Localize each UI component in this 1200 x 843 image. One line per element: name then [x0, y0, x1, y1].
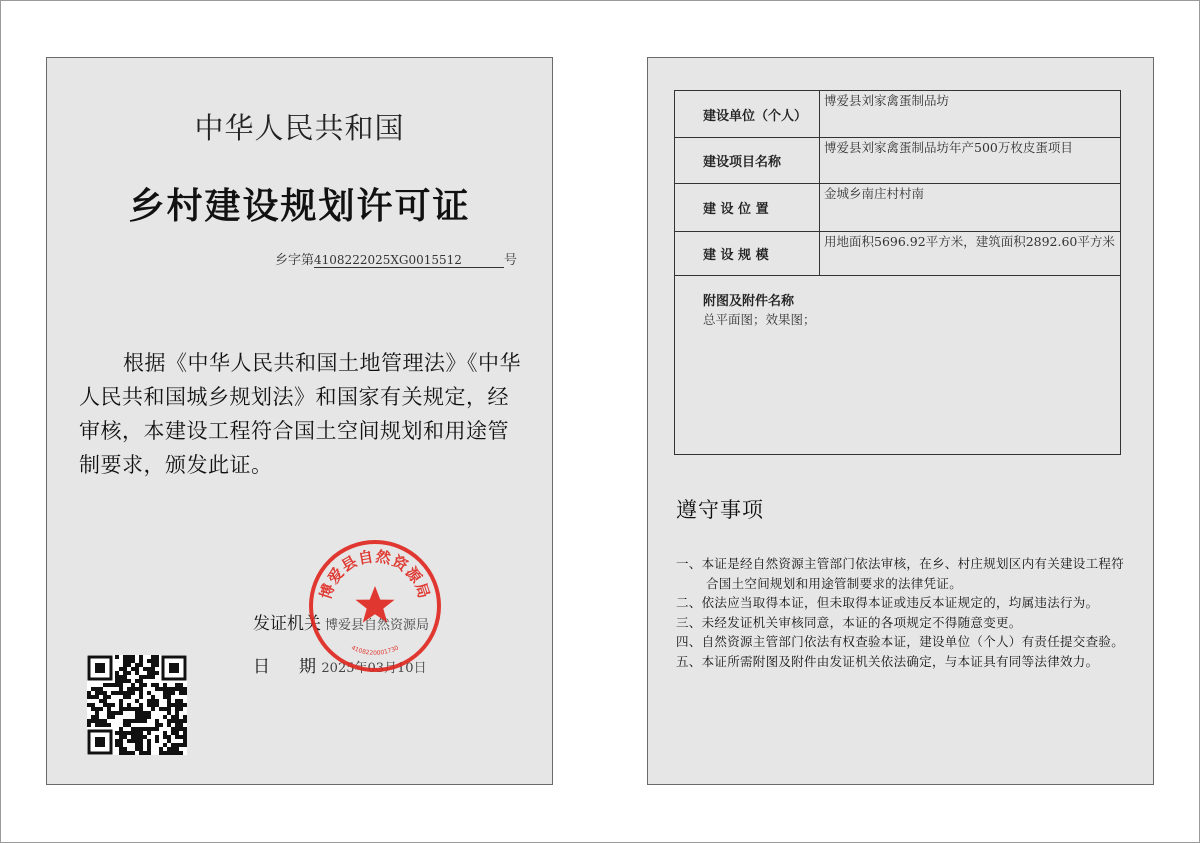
number-prefix: 乡字第	[275, 253, 315, 268]
issuer-value: 博爱县自然资源局	[325, 618, 430, 633]
list-item: 五、本证所需附图及附件由发证机关依法确定，与本证具有同等法律效力。	[676, 653, 1099, 669]
row-value-scale: 用地面积5696.92平方米，建筑面积2892.60平方米	[820, 232, 1121, 276]
seal-text: 博爱县自然资源局	[316, 547, 434, 602]
list-item: 三、未经发证机关审核同意，本证的各项规定不得随意变更。	[676, 614, 1022, 630]
list-item: 一、本证是经自然资源主管部门依法审核，在乡、村庄规划区内有关建设工程符合国土空间规划和用途管制要求的法律凭证。	[676, 556, 1125, 591]
seal-serial: 4108220001730	[350, 644, 400, 657]
certificate-number: 4108222025XG0015512	[314, 253, 504, 268]
certificate-back-page	[647, 57, 1154, 785]
row-value-location: 金城乡南庄村村南	[820, 184, 1121, 232]
table-row	[675, 232, 1121, 276]
certificate-body-text: 根据《中华人民共和国土地管理法》《中华人民共和国城乡规划法》和国家有关规定，经审核，本建设工程符合国土空间规划和用途管制要求，颁发此证。	[79, 351, 521, 477]
seal-star	[355, 586, 394, 623]
row-label-scale: 建 设 规 模	[675, 232, 820, 276]
table-row	[675, 91, 1121, 138]
issue-date: 2025年03月10日	[321, 661, 427, 676]
number-suffix: 号	[504, 253, 518, 268]
notice-list	[676, 554, 1126, 671]
attachments-label: 附图及附件名称	[703, 294, 795, 309]
qr-code	[87, 655, 187, 755]
date-label-2: 期	[299, 657, 316, 677]
table-row	[675, 138, 1121, 184]
certificate-front-page	[46, 57, 553, 785]
issuer-label: 发证机关	[253, 614, 321, 634]
date-label-1: 日	[253, 657, 270, 677]
row-label-builder: 建设单位（个人）	[675, 91, 820, 138]
row-label-project-name: 建设项目名称	[675, 138, 820, 184]
row-value-project-name: 博爱县刘家禽蛋制品坊年产500万枚皮蛋项目	[820, 138, 1121, 184]
attachments-cell	[675, 276, 1121, 455]
table-row	[675, 184, 1121, 232]
country-name: 中华人民共和国	[194, 111, 405, 145]
certificate-number-line	[275, 249, 517, 268]
notice-title: 遵守事项	[676, 498, 764, 522]
attachments-value: 总平面图；效果图；	[703, 312, 816, 327]
project-info-table	[674, 90, 1121, 455]
row-value-builder: 博爱县刘家禽蛋制品坊	[820, 91, 1121, 138]
official-seal	[305, 536, 445, 676]
list-item: 四、自然资源主管部门依法有权查验本证，建设单位（个人）有责任提交查验。	[676, 634, 1125, 649]
list-item: 二、依法应当取得本证，但未取得本证或违反本证规定的，均属违法行为。	[676, 595, 1099, 610]
row-label-location: 建 设 位 置	[675, 184, 820, 232]
table-row	[675, 276, 1121, 455]
svg-text:4108220001730	[350, 644, 400, 656]
certificate-title: 乡村建设规划许可证	[128, 186, 471, 227]
